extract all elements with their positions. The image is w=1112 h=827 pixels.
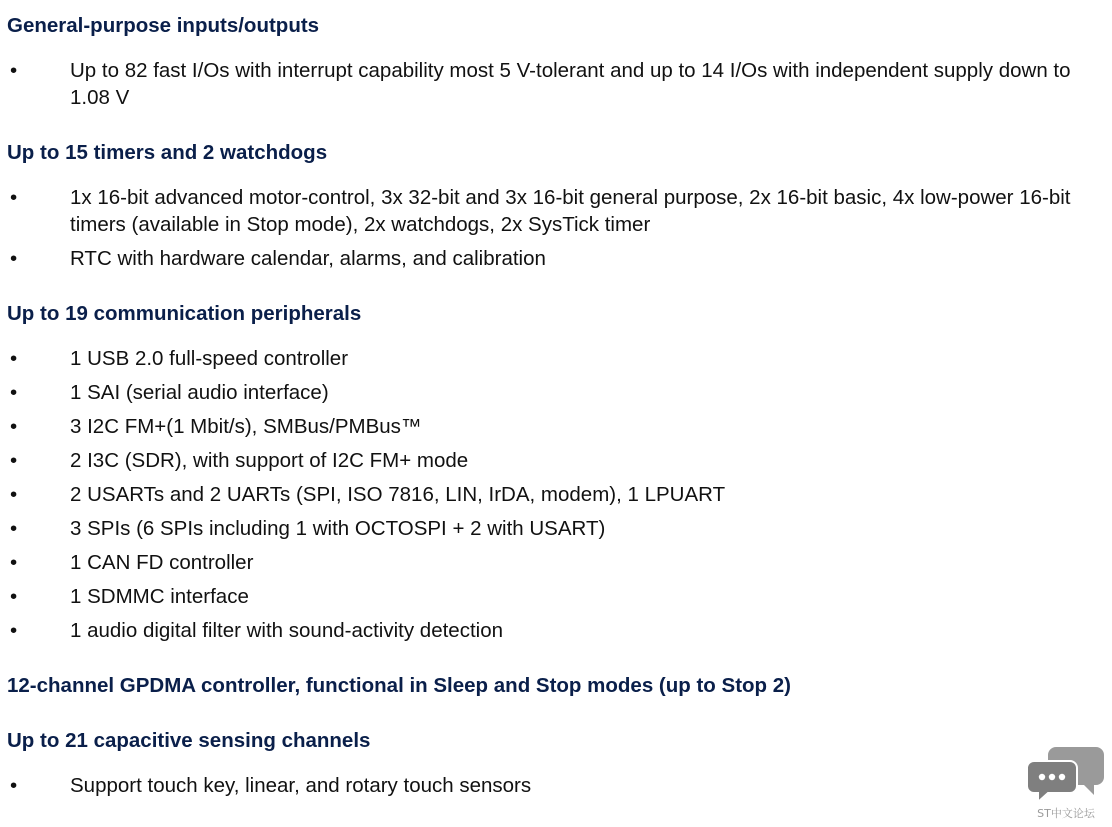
- list-item: [7, 447, 1107, 474]
- list-item-text: 1 audio digital filter with sound-activity detection: [70, 619, 504, 642]
- list-item: [7, 515, 1107, 542]
- section-gpio: [7, 12, 1107, 111]
- list-item-text: 1 USB 2.0 full-speed controller: [70, 347, 349, 370]
- section-heading: Up to 19 communication peripherals: [7, 302, 362, 325]
- section-heading: General-purpose inputs/outputs: [7, 14, 320, 37]
- bullet-icon: •: [10, 449, 18, 472]
- list-item: [7, 481, 1107, 508]
- list-item: [7, 583, 1107, 610]
- bullet-icon: •: [10, 774, 18, 797]
- list-item-text: 1x 16-bit advanced motor-control, 3x 32-bit and 3x 16-bit general purpose, 2x 16-bit basic, 4x low-power 16-bit timers (available in Stop mode), 2x watchdogs, 2x SysTick timer: [70, 186, 1071, 236]
- section-timers: [7, 139, 1107, 272]
- list-item-text: Up to 82 fast I/Os with interrupt capability most 5 V-tolerant and up to 14 I/Os with independent supply down to 1.08 V: [70, 59, 1071, 109]
- list-item: [7, 245, 1107, 272]
- section-heading: 12-channel GPDMA controller, functional in Sleep and Stop modes (up to Stop 2): [7, 674, 791, 697]
- list-item-text: 2 USARTs and 2 UARTs (SPI, ISO 7816, LIN, IrDA, modem), 1 LPUART: [70, 483, 726, 506]
- section-gpdma: [7, 672, 1107, 700]
- bullet-icon: •: [10, 247, 18, 270]
- bullet-icon: •: [10, 59, 18, 82]
- bullet-list: [7, 345, 1107, 644]
- bullet-icon: •: [10, 585, 18, 608]
- section-heading: Up to 15 timers and 2 watchdogs: [7, 141, 328, 164]
- list-item: [7, 772, 1107, 799]
- list-item: [7, 345, 1107, 372]
- list-item: [7, 57, 1107, 111]
- list-item-text: 3 I2C FM+(1 Mbit/s), SMBus/PMBus™: [70, 415, 422, 438]
- list-item-text: 3 SPIs (6 SPIs including 1 with OCTOSPI + 2 with USART): [70, 517, 606, 540]
- bullet-list: [7, 57, 1107, 111]
- bullet-icon: •: [10, 517, 18, 540]
- document-body: [7, 12, 1107, 799]
- list-item-text: Support touch key, linear, and rotary touch sensors: [70, 774, 532, 797]
- list-item-text: RTC with hardware calendar, alarms, and calibration: [70, 247, 546, 270]
- bullet-list: [7, 772, 1107, 799]
- watermark-label: ST中文论坛: [1037, 807, 1095, 820]
- list-item: [7, 549, 1107, 576]
- list-item-text: 1 SAI (serial audio interface): [70, 381, 329, 404]
- bullet-icon: •: [10, 551, 18, 574]
- bullet-icon: •: [10, 186, 18, 209]
- list-item: [7, 617, 1107, 644]
- list-item-text: 1 CAN FD controller: [70, 551, 254, 574]
- bullet-icon: •: [10, 619, 18, 642]
- list-item: [7, 413, 1107, 440]
- bullet-icon: •: [10, 415, 18, 438]
- bullet-list: [7, 184, 1107, 272]
- list-item: [7, 379, 1107, 406]
- bullet-icon: •: [10, 347, 18, 370]
- list-item: [7, 184, 1107, 238]
- bullet-icon: •: [10, 483, 18, 506]
- section-capacitive-sensing: [7, 727, 1107, 799]
- chat-bubbles-icon: [1026, 743, 1106, 803]
- list-item-text: 2 I3C (SDR), with support of I2C FM+ mode: [70, 449, 469, 472]
- section-heading: Up to 21 capacitive sensing channels: [7, 729, 371, 752]
- bullet-icon: •: [10, 381, 18, 404]
- forum-watermark: [1026, 743, 1106, 821]
- list-item-text: 1 SDMMC interface: [70, 585, 249, 608]
- section-communication: [7, 300, 1107, 644]
